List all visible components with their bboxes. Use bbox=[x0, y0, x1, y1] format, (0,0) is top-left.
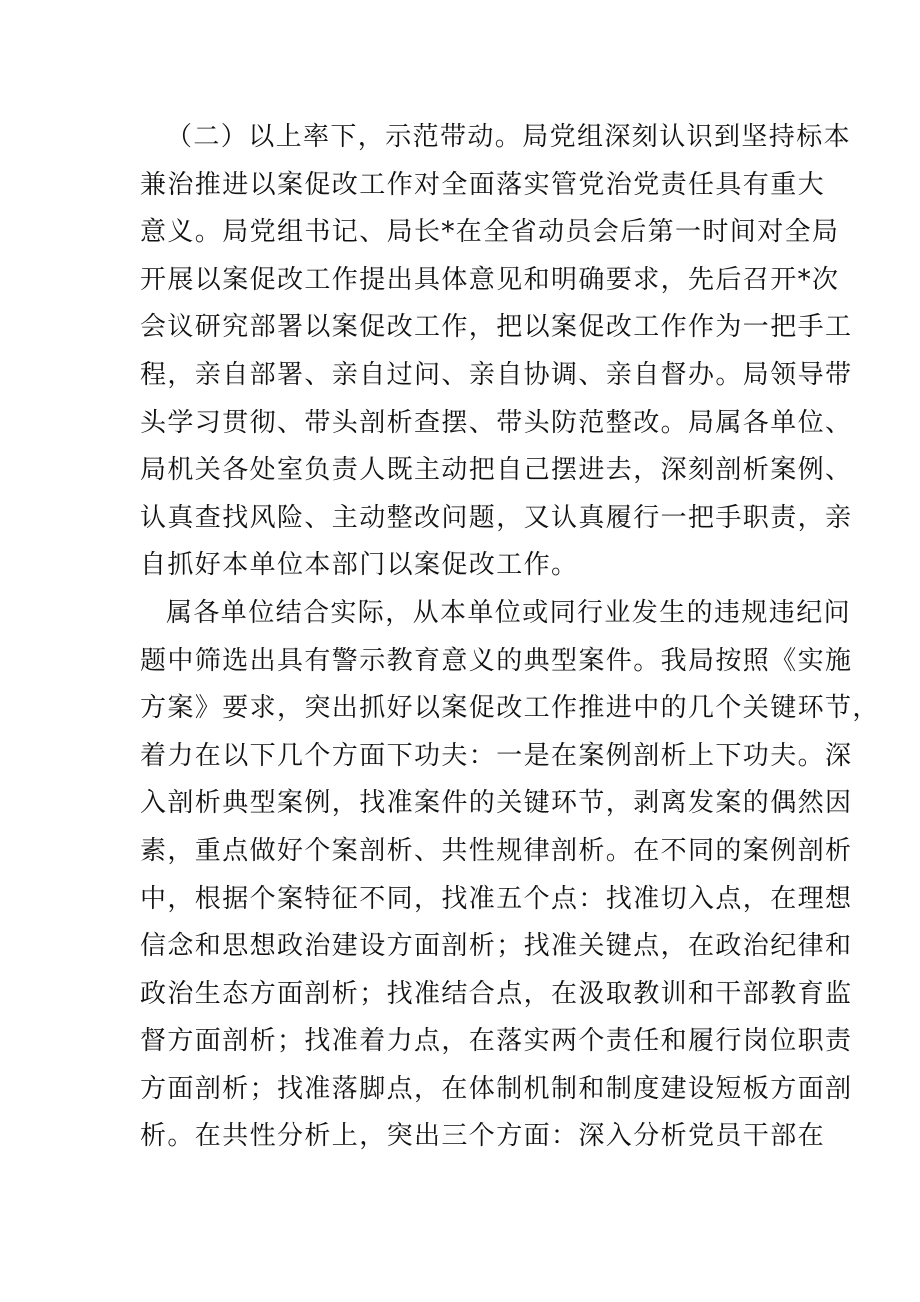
text-line: 政治生态方面剖析；找准结合点，在汲取教训和干部教育监 bbox=[140, 978, 853, 1009]
paragraph-2 bbox=[140, 590, 880, 1161]
text-line: 方案》要求，突出抓好以案促改工作推进中的几个关键环节， bbox=[140, 693, 880, 724]
text-line: 会议研究部署以案促改工作，把以案促改工作作为一把手工 bbox=[140, 312, 853, 343]
document-body bbox=[140, 114, 880, 1161]
text-line: （二）以上率下，示范带动。局党组深刻认识到坚持标本 bbox=[166, 122, 852, 152]
text-line: 意义。局党组书记、局长*在全省动员会后第一时间对全局 bbox=[140, 217, 840, 248]
text-line: 属各单位结合实际，从本单位或同行业发生的违规违纪问 bbox=[166, 597, 852, 628]
text-line: 程，亲自部署、亲自过问、亲自协调、亲自督办。局领导带 bbox=[140, 359, 853, 390]
text-line: 认真查找风险、主动整改问题，又认真履行一把手职责，亲 bbox=[140, 502, 853, 533]
paragraph-1 bbox=[140, 114, 853, 590]
text-line: 入剖析典型案例，找准案件的关键环节，剥离发案的偶然因 bbox=[140, 788, 853, 819]
text-line: 信念和思想政治建设方面剖析；找准关键点，在政治纪律和 bbox=[140, 931, 853, 962]
text-line: 兼治推进以案促改工作对全面落实管党治党责任具有重大 bbox=[140, 169, 826, 200]
text-line: 开展以案促改工作提出具体意见和明确要求，先后召开*次 bbox=[140, 264, 840, 295]
text-line: 局机关各处室负责人既主动把自己摆进去，深刻剖析案例、 bbox=[140, 455, 853, 486]
text-line: 自抓好本单位本部门以案促改工作。 bbox=[140, 550, 579, 581]
text-line: 督方面剖析；找准着力点，在落实两个责任和履行岗位职责 bbox=[140, 1026, 853, 1057]
text-line: 中，根据个案特征不同，找准五个点：找准切入点，在理想 bbox=[140, 883, 853, 914]
text-line: 头学习贯彻、带头剖析查摆、带头防范整改。局属各单位、 bbox=[140, 407, 853, 438]
text-line: 方面剖析；找准落脚点，在体制机制和制度建设短板方面剖 bbox=[140, 1073, 853, 1104]
text-line: 着力在以下几个方面下功夫：一是在案例剖析上下功夫。深 bbox=[140, 740, 853, 771]
text-line: 素，重点做好个案剖析、共性规律剖析。在不同的案例剖析 bbox=[140, 835, 853, 866]
text-line: 析。在共性分析上，突出三个方面：深入分析党员干部在 bbox=[140, 1121, 826, 1152]
text-line: 题中筛选出具有警示教育意义的典型案件。我局按照《实施 bbox=[140, 645, 853, 676]
